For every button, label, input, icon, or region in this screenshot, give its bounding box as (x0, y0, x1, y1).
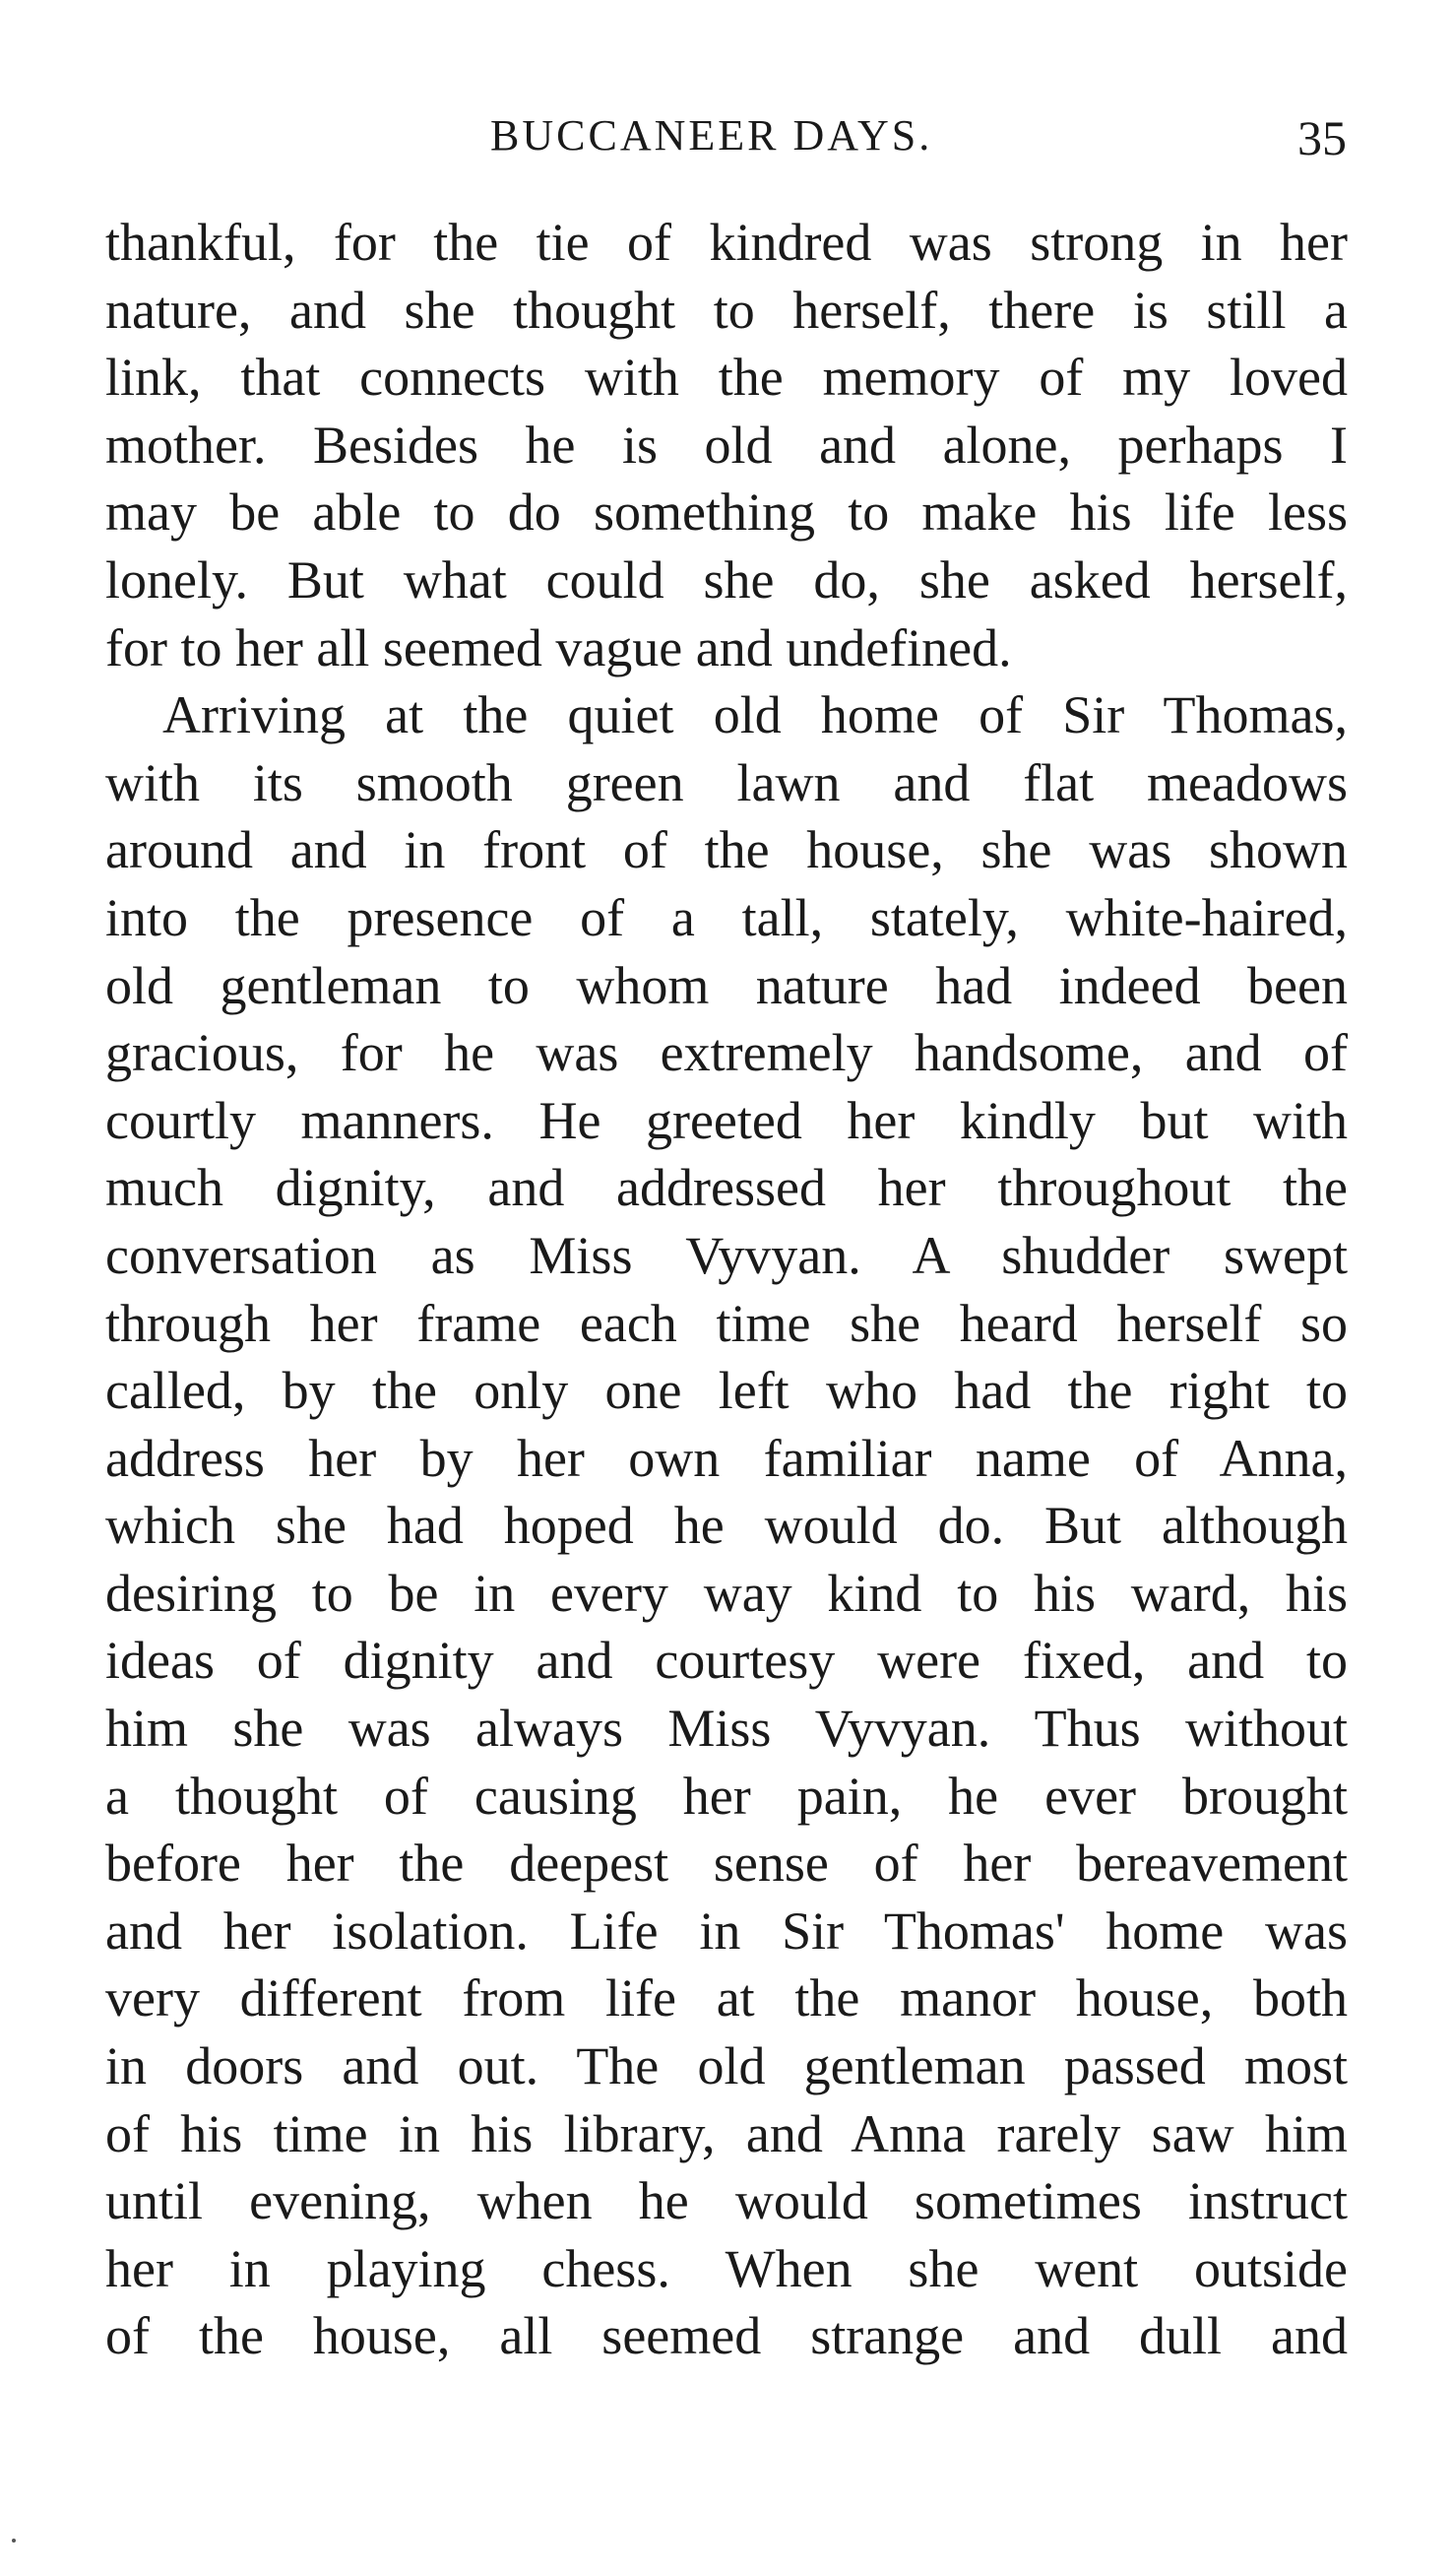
running-head (0, 106, 1453, 175)
text-line: with its smooth green lawn and flat meadows (105, 752, 1348, 812)
text-line: before her the deepest sense of her bereavement (105, 1834, 1348, 1894)
text-line: link, that connects with the memory of my loved (105, 348, 1348, 408)
text-line: may be able to do something to make his life less (105, 483, 1348, 543)
paragraph-1 (105, 209, 1348, 681)
text-line: nature, and she thought to herself, there is still a (105, 280, 1348, 340)
text-line: gracious, for he was extremely handsome, and of (105, 1023, 1348, 1083)
body-text (105, 209, 1348, 2370)
text-line: of his time in his library, and Anna rarely saw him (105, 2103, 1348, 2163)
text-line: thankful, for the tie of kindred was strong in her (105, 213, 1348, 272)
text-line: until evening, when he would sometimes instruct (105, 2171, 1348, 2231)
text-line: very different from life at the manor house, both (105, 1968, 1348, 2029)
text-line: through her frame each time she heard herself so (105, 1293, 1348, 1353)
running-title: BUCCANEER DAYS. (490, 111, 933, 160)
text-line: courtly manners. He greeted her kindly but with (105, 1090, 1348, 1150)
text-line: into the presence of a tall, stately, white-haired, (105, 887, 1348, 947)
text-line: mother. Besides he is old and alone, perhaps I (105, 415, 1348, 475)
text-line: desiring to be in every way kind to his ward, his (105, 1563, 1348, 1623)
text-line: around and in front of the house, she was shown (105, 820, 1348, 880)
text-line: conversation as Miss Vyvyan. A shudder swept (105, 1225, 1348, 1285)
text-line: a thought of causing her pain, he ever brought (105, 1766, 1348, 1826)
stray-ink-mark (12, 2539, 16, 2543)
paragraph-2 (105, 681, 1348, 2370)
text-line: Arriving at the quiet old home of Sir Thomas, (162, 685, 1348, 745)
text-line: old gentleman to whom nature had indeed been (105, 955, 1348, 1015)
text-line: for to her all seemed vague and undefined. (105, 617, 1012, 677)
text-line: address her by her own familiar name of Anna, (105, 1428, 1348, 1488)
text-line: which she had hoped he would do. But although (105, 1496, 1348, 1556)
text-line: lonely. But what could she do, she asked herself, (105, 549, 1348, 610)
text-line: in doors and out. The old gentleman passed most (105, 2036, 1348, 2096)
text-line: her in playing chess. When she went outside (105, 2238, 1348, 2298)
text-line: called, by the only one left who had the right to (105, 1361, 1348, 1421)
text-line: him she was always Miss Vyvyan. Thus without (105, 1699, 1348, 1759)
text-line: of the house, all seemed strange and dull and (105, 2306, 1348, 2366)
text-line: ideas of dignity and courtesy were fixed, and to (105, 1631, 1348, 1691)
text-line: and her isolation. Life in Sir Thomas' home was (105, 1900, 1348, 1961)
page-number: 35 (1297, 110, 1347, 165)
text-line: much dignity, and addressed her throughout the (105, 1158, 1348, 1218)
